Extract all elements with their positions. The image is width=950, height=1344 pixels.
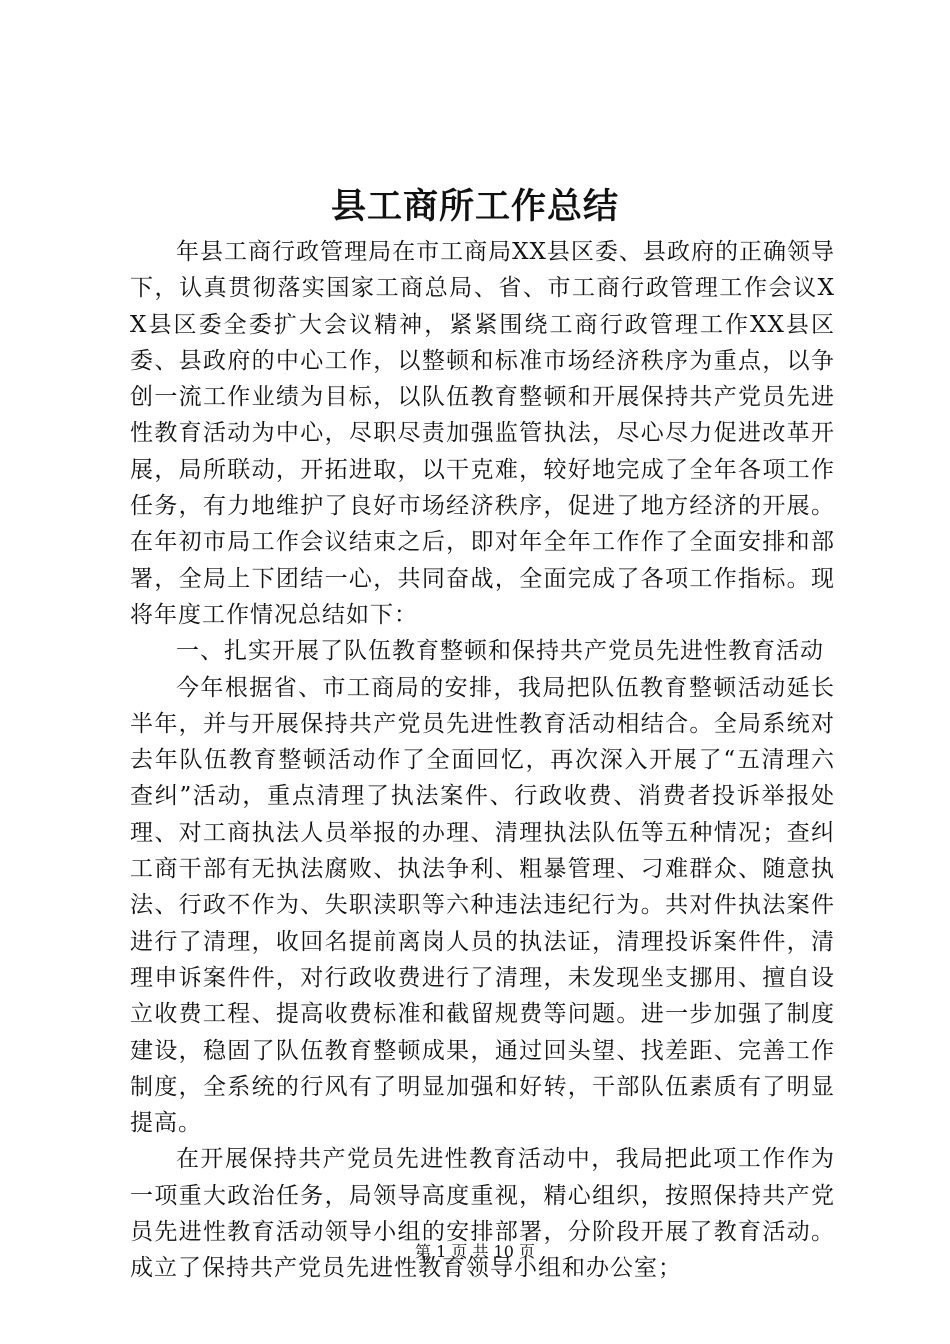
document-title: 县工商所工作总结: [330, 186, 619, 227]
document-body: [130, 234, 835, 1287]
section-heading: 一、扎实开展了队伍教育整顿和保持共产党员先进性教育活动: [176, 638, 824, 665]
section-paragraph: 在开展保持共产党员先进性教育活动中，我局把此项工作作为一项重大政治任务，局领导高度重视，精心组织，按照保持共产党员先进性教育活动领导小组的安排部署，分阶段开展了教育活动。成立了保持共产党员先进性教育领导小组和办公室；: [130, 1146, 835, 1282]
page-footer: 第 1 页 共 10 页: [415, 1242, 535, 1261]
section-paragraph: 今年根据省、市工商局的安排，我局把队伍教育整顿活动延长半年，并与开展保持共产党员先进性教育活动相结合。全局系统对去年队伍教育整顿活动作了全面回忆，再次深入开展了“五清理六查纠”活动，重点清理了执法案件、行政收费、消费者投诉举报处理、对工商执法人员举报的办理、清理执法队伍等五种情况；查纠工商干部有无执法腐败、执法争利、粗暴管理、刁难群众、随意执法、行政不作为、失职渎职等六种违法违纪行为。共对件执法案件进行了清理，收回名提前离岗人员的执法证，清理投诉案件件，清理申诉案件件，对行政收费进行了清理，未发现坐支挪用、擅自设立收费工程、提高收费标准和截留规费等问题。进一步加强了制度建设，稳固了队伍教育整顿成果，通过回头望、找差距、完善工作制度，全系统的行风有了明显加强和好转，干部队伍素质有了明显提高。: [130, 674, 835, 1137]
intro-paragraph: 年县工商行政管理局在市工商局XX县区委、县政府的正确领导下，认真贯彻落实国家工商总局、省、市工商行政管理工作会议XX县区委全委扩大会议精神，紧紧围绕工商行政管理工作XX县区委、县政府的中心工作，以整顿和标准市场经济秩序为重点，以争创一流工作业绩为目标，以队伍教育整顿和开展保持共产党员先进性教育活动为中心，尽职尽责加强监管执法，尽心尽力促进改革开展，局所联动，开拓进取，以干克难，较好地完成了全年各项工作任务，有力地维护了良好市场经济秩序，促进了地方经济的开展。在年初市局工作会议结束之后，即对年全年工作作了全面安排和部署，全局上下团结一心，共同奋战，全面完成了各项工作指标。现将年度工作情况总结如下：: [130, 239, 835, 628]
